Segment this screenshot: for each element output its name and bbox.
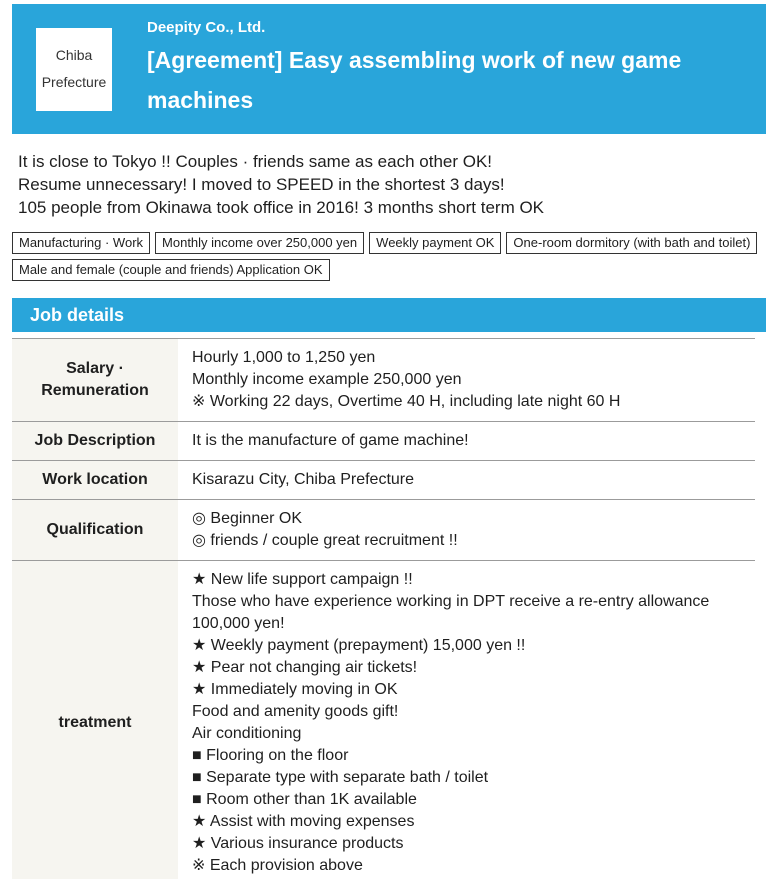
content-line: ★ Various insurance products bbox=[192, 835, 404, 852]
table-row bbox=[12, 421, 755, 460]
intro-line: It is close to Tokyo !! Couples · friends same as each other OK! bbox=[18, 152, 493, 171]
row-label: Work location bbox=[12, 461, 178, 499]
content-line: ★ New life support campaign !! bbox=[192, 571, 413, 588]
row-content bbox=[178, 461, 755, 499]
content-line: ■ Flooring on the floor bbox=[192, 747, 349, 764]
row-content bbox=[178, 422, 755, 460]
content-line: ★ Assist with moving expenses bbox=[192, 813, 415, 830]
content-line: It is the manufacture of game machine! bbox=[192, 432, 469, 449]
tag-chip: Monthly income over 250,000 yen bbox=[155, 232, 364, 254]
row-label: Qualification bbox=[12, 500, 178, 560]
job-title: [Agreement] Easy assembling work of new game machines bbox=[147, 47, 682, 113]
row-label: treatment bbox=[12, 561, 178, 879]
row-content bbox=[178, 339, 755, 421]
intro-line: Resume unnecessary! I moved to SPEED in the shortest 3 days! bbox=[18, 175, 505, 194]
company-name: Deepity Co., Ltd. bbox=[147, 19, 266, 36]
row-content bbox=[178, 561, 755, 879]
table-row bbox=[12, 499, 755, 560]
content-line: ◎ friends / couple great recruitment !! bbox=[192, 532, 458, 549]
row-content bbox=[178, 500, 755, 560]
intro-line: 105 people from Okinawa took office in 2016! 3 months short term OK bbox=[18, 198, 545, 217]
row-label: Job Description bbox=[12, 422, 178, 460]
tag-chip: Manufacturing · Work bbox=[12, 232, 150, 254]
section-title: Job details bbox=[30, 305, 125, 325]
job-details-table bbox=[12, 338, 755, 879]
content-line: Kisarazu City, Chiba Prefecture bbox=[192, 471, 415, 488]
section-header-job-details bbox=[12, 298, 766, 332]
prefecture-badge bbox=[36, 28, 112, 111]
content-line: ◎ Beginner OK bbox=[192, 510, 303, 527]
content-line: ★ Weekly payment (prepayment) 15,000 yen !! bbox=[192, 637, 526, 654]
table-row bbox=[12, 460, 755, 499]
tag-list bbox=[12, 232, 765, 286]
content-line: Food and amenity goods gift! bbox=[192, 703, 399, 720]
content-line: Those who have experience working in DPT receive a re-entry allowance 100,000 yen! bbox=[192, 593, 710, 632]
content-line: ※ Each provision above bbox=[192, 857, 363, 874]
content-line: Hourly 1,000 to 1,250 yen bbox=[192, 349, 376, 366]
table-row bbox=[12, 560, 755, 879]
hero-text bbox=[147, 18, 736, 120]
table-row bbox=[12, 338, 755, 421]
tag-chip: One-room dormitory (with bath and toilet) bbox=[506, 232, 757, 254]
hero-header bbox=[12, 4, 766, 134]
content-line: Air conditioning bbox=[192, 725, 302, 742]
row-label: Salary · Remuneration bbox=[12, 339, 178, 421]
content-line: ■ Separate type with separate bath / toilet bbox=[192, 769, 489, 786]
tag-chip: Weekly payment OK bbox=[369, 232, 501, 254]
content-line: ※ Working 22 days, Overtime 40 H, including late night 60 H bbox=[192, 393, 621, 410]
content-line: ■ Room other than 1K available bbox=[192, 791, 417, 808]
intro-text bbox=[18, 150, 759, 219]
content-line: ★ Pear not changing air tickets! bbox=[192, 659, 418, 676]
content-line: ★ Immediately moving in OK bbox=[192, 681, 398, 698]
tag-chip: Male and female (couple and friends) Application OK bbox=[12, 259, 330, 281]
prefecture-badge-label: Chiba Prefecture bbox=[41, 47, 107, 90]
content-line: Monthly income example 250,000 yen bbox=[192, 371, 462, 388]
